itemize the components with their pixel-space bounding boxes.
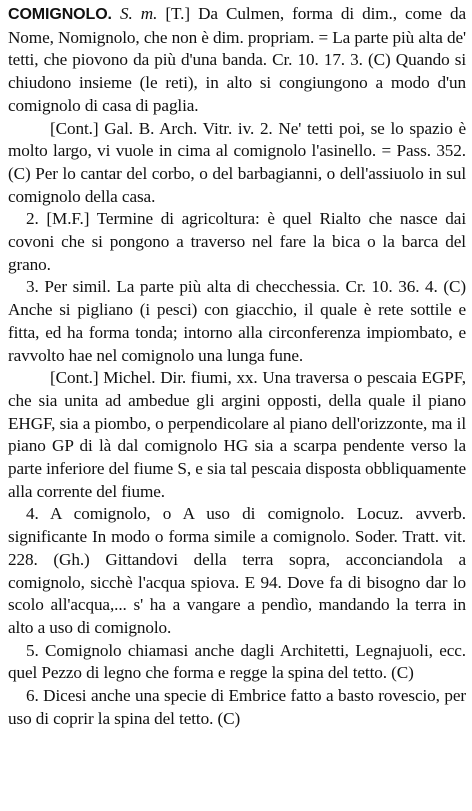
entry-tag: [T.] [165,4,190,23]
headword: COMIGNOLO. [8,6,112,23]
sense-6: 6. Dicesi anche una specie di Embrice fatto a basto rovescio, per uso di coprir la spina del tetto. (C) [8,686,466,728]
entry-main [8,3,466,118]
continuation-2: [Cont.] Michel. Dir. fiumi, xx. Una traversa o pescaia EGPF, che sia unita ad ambedue gli argini opposti, della quale il piano EHGF, sia a piombo, o perpendicolare al piano dell'orizzonte, ma il piano GP di là dal comignolo HG sia a scarpa pendente verso la parte inferiore del fiume S, e sia tal pescaia disposta obbliquamente alla corrente del fiume. [8,368,466,501]
sense-4: 4. A comignolo, o A uso di comignolo. Locuz. avverb. significante In modo o forma simile a comignolo. Soder. Tratt. vit. 228. (Gh.) Gittandovi della terra sopra, acconciandola a comignolo, sicchè l'acqua spiova. E 94. Dove fa di bisogno dar lo scolo all'acqua,... s' ha a vangare a pendìo, mandando la terra in alto a uso di comignolo. [8,504,466,637]
definition-intro: Da Culmen, forma di dim., come da Nome, Nomignolo, che non è dim. propriam. = La parte più alta de' tetti, che piovono da più d'una banda. Cr. 10. 17. 3. (C) Quando si chiudono insieme (le reti), in alto si congiungono a modo d'un comignolo di casa di paglia. [8,4,466,115]
part-of-speech: S. m. [120,4,158,23]
sense-2: 2. [M.F.] Termine di agricoltura: è quel Rialto che nasce dai covoni che si pongono a traverso nel fare la bica o la barca del grano. [8,209,466,274]
sense-3: 3. Per simil. La parte più alta di checchessia. Cr. 10. 36. 4. (C) Anche si pigliano (i pesci) con giacchio, il quale è rete sottile e fitta, ed ha forma tonda; intorno alla circonferenza impiombato, e ravvolto hae nel comignolo una lunga fune. [8,277,466,365]
continuation-1: [Cont.] Gal. B. Arch. Vitr. iv. 2. Ne' tetti poi, se lo spazio è molto largo, vi vuole in cima al comignolo l'asinello. = Pass. 352. (C) Per lo cantar del corbo, o del barbagianni, o dell'assiuolo in sul comignolo della casa. [8,118,466,206]
sense-5: 5. Comignolo chiamasi anche dagli Architetti, Legnajuoli, ecc. quel Pezzo di legno che forma e regge la spina del tetto. (C) [8,640,466,683]
